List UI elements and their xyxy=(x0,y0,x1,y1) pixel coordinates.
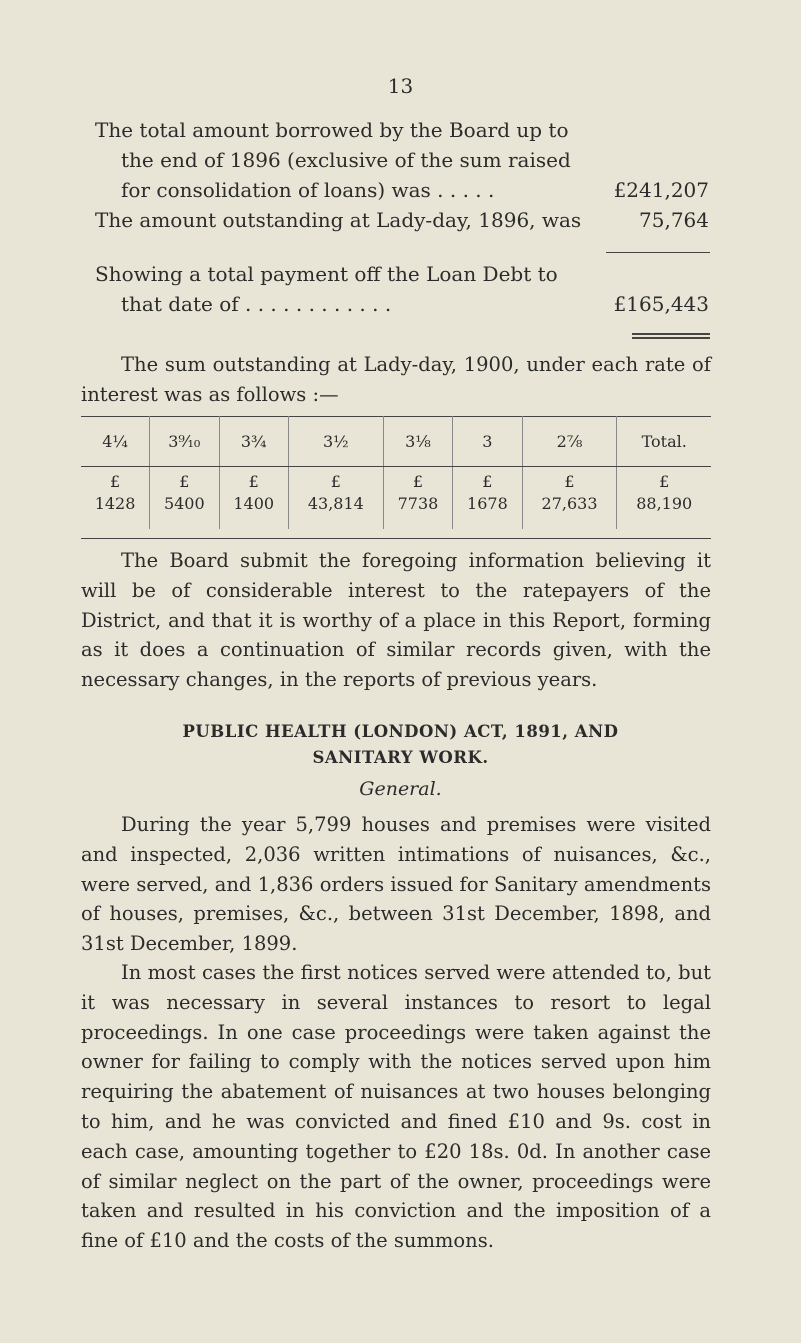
table-cell-total xyxy=(617,467,711,530)
table-cell xyxy=(219,467,288,530)
currency-symbol: £ xyxy=(109,472,121,491)
rate-header: 4¼ xyxy=(81,416,150,467)
table-cell xyxy=(288,467,383,530)
intro-text: The sum outstanding at Lady-day, 1900, under each rate of interest was as follows :— xyxy=(81,353,711,406)
rate-header: 2⅞ xyxy=(522,416,617,467)
rate-header: 3½ xyxy=(288,416,383,467)
double-rule-bottom xyxy=(632,337,710,339)
cases-paragraph xyxy=(81,958,711,1256)
amount-paid-off: £165,443 xyxy=(613,292,709,316)
double-rule-top xyxy=(632,333,710,335)
board-text: The Board submit the foregoing information believing it will be of considerable interest to the ratepayers of the District, and that it is worthy of a place in this Report, forming as it does a continuation of similar records given, with the necessary changes, in the reports of previous years. xyxy=(81,549,711,692)
currency-symbol: £ xyxy=(412,472,424,491)
section-subheading: General. xyxy=(359,778,442,800)
general-text: During the year 5,799 houses and premises were visited and inspected, 2,036 written intimations of nuisances, &c., were served, and 1,836 orders issued for Sanitary amendments of houses, premises, &c., between 31st December, 1898, and 31st December, 1899. xyxy=(81,813,711,956)
table-cell xyxy=(383,467,452,530)
cell-value: 27,633 xyxy=(541,494,598,513)
interest-rate-table xyxy=(81,416,711,529)
general-paragraph xyxy=(81,810,711,959)
loan-line-5: Showing a total payment off the Loan Debt to xyxy=(95,262,558,286)
rate-header: 3⅛ xyxy=(383,416,452,467)
intro-paragraph xyxy=(81,350,711,410)
cell-value: 5400 xyxy=(163,494,205,513)
cell-value: 1678 xyxy=(467,494,508,513)
section-heading-line-1: PUBLIC HEALTH (LONDON) ACT, 1891, AND xyxy=(182,722,619,741)
currency-symbol: £ xyxy=(179,472,190,491)
rate-header: 3 xyxy=(453,416,522,467)
cell-value: 1400 xyxy=(233,494,275,513)
amount-outstanding: 75,764 xyxy=(639,208,709,232)
rate-header: 3¾ xyxy=(219,416,288,467)
rate-header: 3⁹⁄₁₀ xyxy=(150,416,219,467)
cell-value: 1428 xyxy=(94,494,136,513)
table-cell xyxy=(522,467,617,530)
cell-value: 43,814 xyxy=(307,494,364,513)
loan-line-1: The total amount borrowed by the Board up to xyxy=(95,118,569,142)
cell-value: 88,190 xyxy=(636,494,693,513)
currency-symbol: £ xyxy=(482,472,493,491)
loan-line-2: the end of 1896 (exclusive of the sum raised xyxy=(121,148,571,172)
section-heading-line-2: SANITARY WORK. xyxy=(312,748,489,767)
total-header: Total. xyxy=(617,416,711,467)
table-row xyxy=(81,467,711,530)
loan-line-6: that date of . . . . . . . . . . . . xyxy=(121,292,392,316)
loan-line-4: The amount outstanding at Lady-day, 1896, was xyxy=(95,208,582,232)
page-number: 13 xyxy=(387,74,414,98)
currency-symbol: £ xyxy=(564,472,575,491)
cell-value: 7738 xyxy=(397,494,439,513)
table-cell xyxy=(81,467,150,530)
cases-text: In most cases the first notices served were attended to, but it was necessary in several instances to resort to legal proceedings. In one case proceedings were taken against the owner for failing to comply with the notices served upon him requiring the abatement of nuisances at two houses belonging to him, and he was convicted and fined £10 and 9s. cost in each case, amounting together to £20 18s. 0d. In another case of similar neglect on the part of the owner, proceedings were taken and resulted in his conviction and the imposition of a fine of £10 and the costs of the summons. xyxy=(81,961,711,1253)
table-bottom-rule xyxy=(81,538,711,539)
sum-rule xyxy=(606,252,710,253)
currency-symbol: £ xyxy=(659,472,670,491)
table-cell xyxy=(453,467,522,530)
loan-line-3: for consolidation of loans) was . . . . . xyxy=(121,178,495,202)
amount-borrowed: £241,207 xyxy=(613,178,709,202)
currency-symbol: £ xyxy=(330,472,341,491)
table-header-row xyxy=(81,416,711,467)
currency-symbol: £ xyxy=(248,472,259,491)
board-paragraph xyxy=(81,546,711,695)
table-cell xyxy=(150,467,219,530)
